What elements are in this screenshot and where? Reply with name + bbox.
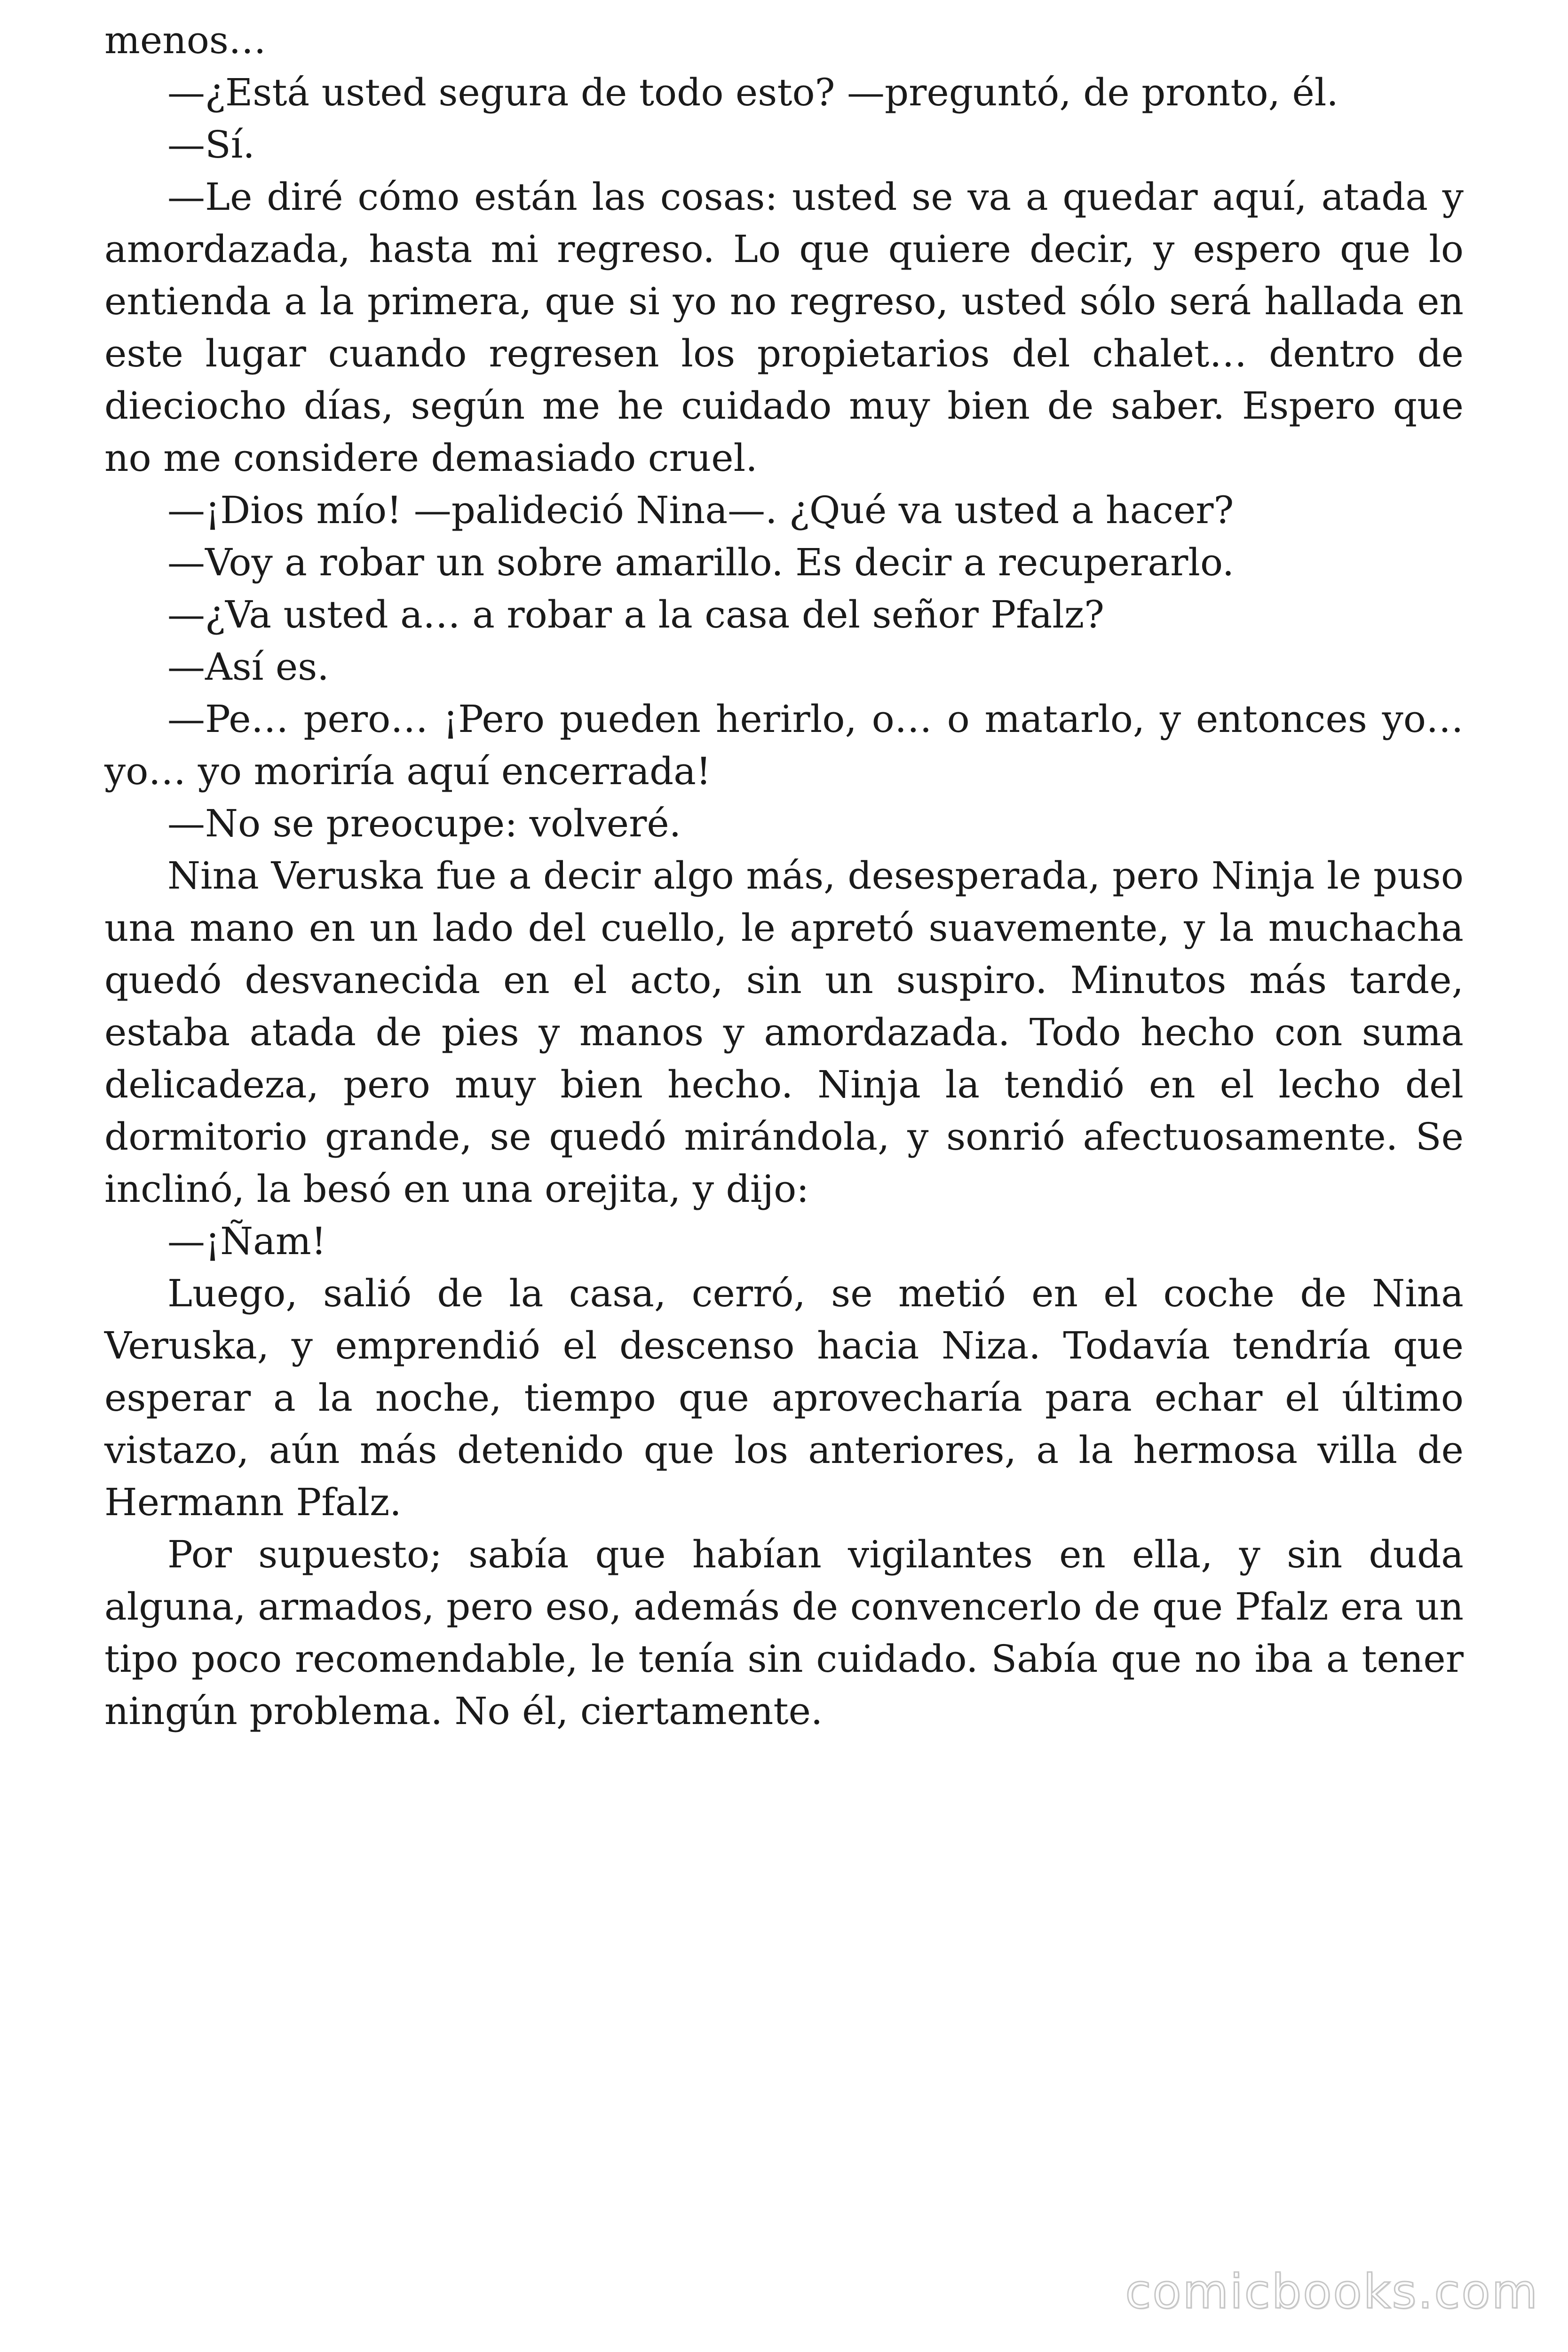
paragraph: —¿Está usted segura de todo esto? —preguntó, de pronto, él. [167,71,1338,114]
paragraph: Luego, salió de la casa, cerró, se metió en el coche de Nina Veruska, y emprendió el descenso hacia Niza. Todavía tendría que esperar a la noche, tiempo que aprovecharía para echar el último vistazo, aún más detenido que los anteriores, a la hermosa villa de Hermann Pfalz. [104,1271,1464,1524]
paragraph-continuation: menos… [104,18,266,62]
paragraph: —¡Ñam! [167,1219,326,1263]
paragraph: —Le diré cómo están las cosas: usted se va a quedar aquí, atada y amordazada, hasta mi regreso. Lo que quiere decir, y espero que lo entienda a la primera, que si yo no regreso, usted sólo será hallada en este lugar cuando regresen los propietarios del chalet… dentro de dieciocho días, según me he cuidado muy bien de saber. Espero que no me considere demasiado cruel. [104,175,1464,480]
paragraph: —Así es. [167,645,329,689]
paragraph: —Sí. [167,123,255,167]
paragraph: —Voy a robar un sobre amarillo. Es decir a recuperarlo. [167,540,1235,584]
document-body [104,14,1464,1737]
paragraph: Por supuesto; sabía que habían vigilantes en ella, y sin duda alguna, armados, pero eso, además de convencerlo de que Pfalz era un tipo poco recomendable, le tenía sin cuidado. Sabía que no iba a tener ningún problema. No él, ciertamente. [104,1533,1464,1733]
paragraph: —Pe… pero… ¡Pero pueden herirlo, o… o matarlo, y entonces yo… yo… yo moriría aquí encerrada! [104,697,1464,793]
paragraph: —No se preocupe: volveré. [167,802,681,845]
paragraph: Nina Veruska fue a decir algo más, desesperada, pero Ninja le puso una mano en un lado del cuello, le apretó suavemente, y la muchacha quedó desvanecida en el acto, sin un suspiro. Minutos más tarde, estaba atada de pies y manos y amordazada. Todo hecho con suma delicadeza, pero muy bien hecho. Ninja la tendió en el lecho del dormitorio grande, se quedó mirándola, y sonrió afectuosamente. Se inclinó, la besó en una orejita, y dijo: [104,854,1464,1211]
watermark-text: comicbooks.com [1125,2264,1539,2319]
paragraph: —¡Dios mío! —palideció Nina—. ¿Qué va usted a hacer? [167,488,1234,532]
paragraph: —¿Va usted a… a robar a la casa del señor Pfalz? [167,593,1104,636]
